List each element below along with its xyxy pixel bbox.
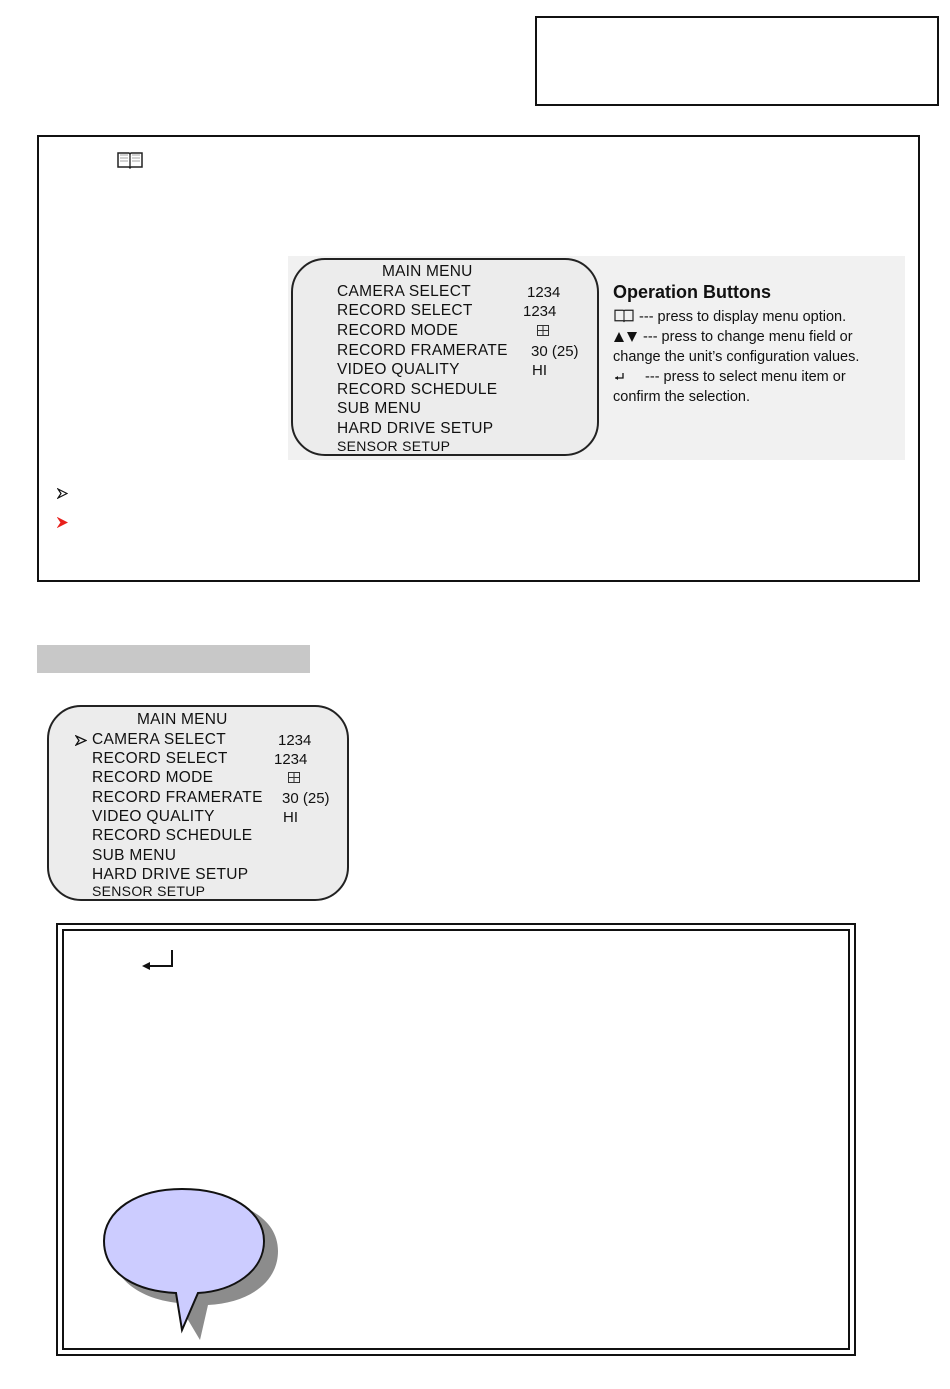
menu-item-record-framerate: RECORD FRAMERATE (92, 789, 263, 806)
menu-item-record-mode: RECORD MODE (92, 769, 214, 786)
main-menu-title: MAIN MENU (382, 263, 473, 280)
menu-value-record-select: 1234 (523, 303, 557, 320)
menu-item-record-framerate: RECORD FRAMERATE (337, 342, 508, 359)
menu-value-camera-select: 1234 (527, 284, 561, 301)
main-menu-title: MAIN MENU (137, 711, 228, 728)
menu-item-hard-drive-setup: HARD DRIVE SETUP (337, 420, 494, 437)
menu-item-record-select: RECORD SELECT (92, 750, 228, 767)
menu-value-record-framerate: 30 (25) (531, 343, 579, 360)
op-line-enter: --- press to select menu item or (613, 369, 846, 385)
menu-value-record-framerate: 30 (25) (282, 790, 330, 807)
speech-bubble-icon (100, 1185, 290, 1345)
menu-item-camera-select: CAMERA SELECT (92, 731, 226, 748)
op-line-confirm: confirm the selection. (613, 389, 751, 405)
header-box (535, 16, 939, 106)
operation-buttons-title: Operation Buttons (613, 282, 771, 302)
menu-value-video-quality: HI (532, 362, 547, 379)
op-line-config: change the unit’s configuration values. (613, 349, 860, 365)
menu-item-record-schedule: RECORD SCHEDULE (337, 381, 498, 398)
menu-item-video-quality: VIDEO QUALITY (92, 808, 215, 825)
menu-item-sensor-setup: SENSOR SETUP (92, 883, 206, 899)
quad-grid-icon (537, 325, 549, 336)
cursor-arrow-icon (75, 735, 87, 746)
menu-value-video-quality: HI (283, 809, 298, 826)
menu-item-camera-select: CAMERA SELECT (337, 283, 471, 300)
menu-item-record-mode: RECORD MODE (337, 322, 459, 339)
quad-grid-icon (288, 772, 300, 783)
menu-item-video-quality: VIDEO QUALITY (337, 361, 460, 378)
up-down-arrows-icon (613, 331, 639, 343)
op-line-up-down: --- press to change menu field or (613, 329, 853, 345)
arrow-bullet-icon (57, 488, 68, 499)
section-header-bar (37, 645, 310, 673)
book-icon (613, 308, 635, 323)
red-arrow-bullet-icon (57, 517, 68, 528)
menu-item-record-schedule: RECORD SCHEDULE (92, 827, 253, 844)
book-icon (116, 150, 144, 170)
enter-icon (138, 948, 178, 972)
menu-item-record-select: RECORD SELECT (337, 302, 473, 319)
op-line-menu: --- press to display menu option. (613, 308, 846, 325)
enter-icon (613, 371, 641, 383)
menu-item-sensor-setup: SENSOR SETUP (337, 438, 451, 454)
menu-item-sub-menu: SUB MENU (337, 400, 422, 417)
menu-value-camera-select: 1234 (278, 732, 312, 749)
menu-item-sub-menu: SUB MENU (92, 847, 177, 864)
menu-item-hard-drive-setup: HARD DRIVE SETUP (92, 866, 249, 883)
menu-value-record-select: 1234 (274, 751, 308, 768)
